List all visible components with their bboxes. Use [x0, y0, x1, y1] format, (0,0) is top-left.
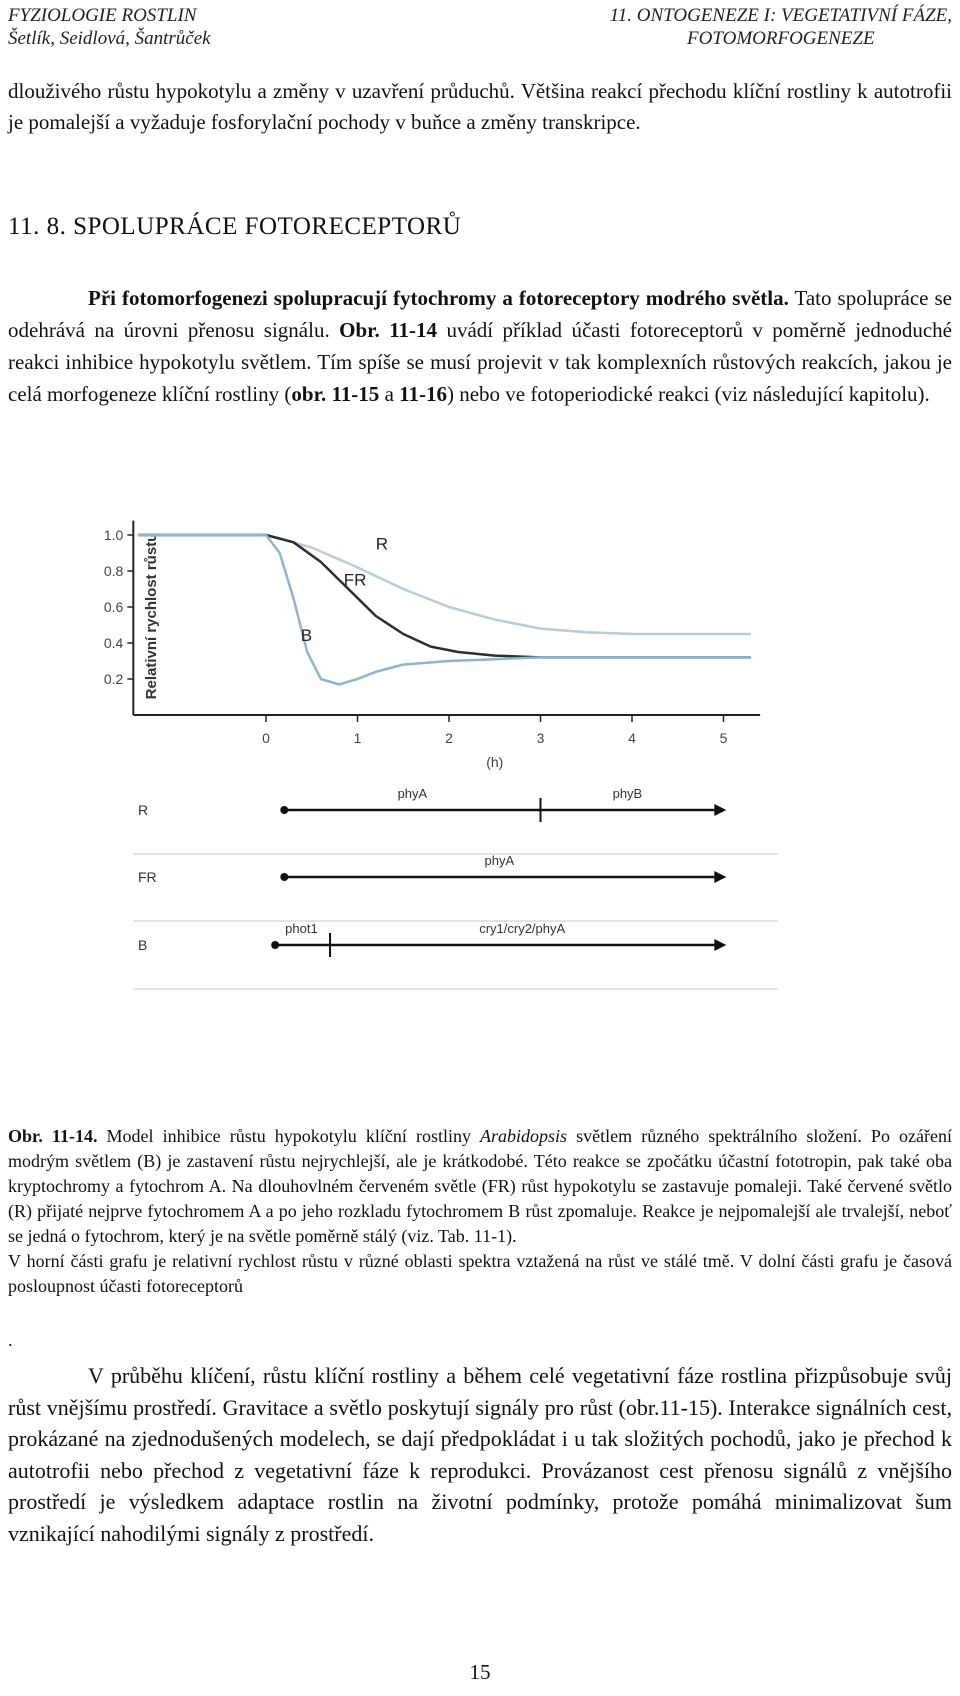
timeline-start-dot: [271, 941, 279, 949]
section-text-4: ) nebo ve fotoperiodické reakci (viz následující kapitolu).: [446, 382, 930, 406]
figure-caption: [8, 1124, 952, 1299]
fig-ref-11-14: Obr. 11-14: [339, 318, 438, 342]
closing-text: V průběhu klíčení, růstu klíční rostliny a během celé vegetativní fáze rostlina přizpůsobuje svůj růst vnějšímu prostředí. Gravitace a světlo poskytují signály pro růst (obr.11-15). Interakce signálních cest, prokázané na zjednodušených modelech, se dají předpokládat i u tak složitých pochodů, jako je přechod k autotrofii nebo přechod z vegetativní fáze k reprodukci. Provázanost cest přenosu signálů z vnějšího prostředí je výsledkem adaptace rostlin na životní podmínky, protože pomáhá minimalizovat šum vznikající nahodilými signály z prostředí.: [8, 1363, 952, 1546]
fig-ref-11-15: obr. 11-15: [291, 382, 380, 406]
fig-ref-11-16: 11-16: [399, 382, 447, 406]
y-axis-label: Relativní rychlost růstu: [143, 532, 160, 700]
x-tick-label: 3: [536, 730, 545, 746]
timeline-row-label-b: B: [138, 937, 148, 953]
y-tick-label: 0.6: [103, 599, 124, 615]
timeline-start-dot: [280, 873, 288, 881]
x-tick-label: 4: [628, 730, 636, 746]
timeline-segment-label: phyB: [612, 786, 643, 801]
y-tick-label: 0.2: [103, 671, 124, 687]
section-text-3: a: [379, 382, 400, 406]
y-tick-label: 1.0: [103, 527, 124, 543]
header-book-title: FYZIOLOGIE ROSTLIN: [8, 5, 197, 26]
x-axis-label: (h): [486, 754, 504, 770]
section-heading: 11. 8. SPOLUPRÁCE FOTORECEPTORŮ: [8, 213, 462, 240]
y-tick-label: 0.4: [103, 635, 124, 651]
page-number: 15: [469, 1660, 491, 1684]
y-tick-label: 0.8: [103, 563, 124, 579]
x-tick-label: 1: [353, 730, 362, 746]
stray-dot: .: [8, 1330, 13, 1350]
series-label-b: B: [300, 626, 313, 646]
closing-paragraph: [8, 1360, 952, 1549]
caption-species: Arabidopsis: [480, 1126, 568, 1146]
header-right: [610, 4, 952, 50]
x-tick-label: 5: [719, 730, 728, 746]
timeline-segment-label: cry1/cry2/phyA: [479, 921, 566, 936]
section-text-2: uvádí příklad účasti fotoreceptorů v poměrně jednoduché reakci inhibice hypokotylu světlem. Tím spíše se musí projevit v tak komplexních růstových reakcích, jakou je celá morfogeneze klíční rostliny (: [8, 318, 952, 406]
section-text-1: Tato spolupráce se odehrává na úrovni přenosu signálu.: [8, 286, 952, 342]
intro-paragraph: dlouživého růstu hypokotylu a změny v uzavření průduchů. Většina reakcí přechodu klíční rostliny k autotrofii je pomalejší a vyžaduje fosforylační pochody v buňce a změny transkripce.: [8, 79, 952, 134]
timeline-segment-label: phot1: [285, 921, 318, 936]
x-tick-label: 2: [445, 730, 453, 746]
timeline-row-label-r: R: [138, 802, 149, 818]
timeline-start-dot: [280, 806, 288, 814]
header-authors: Šetlík, Seidlová, Šantrůček: [8, 28, 211, 49]
caption-main: [8, 1124, 952, 1249]
header-left: [8, 4, 211, 50]
figure-11-14: [103, 520, 828, 1075]
figure-background: [138, 520, 828, 1075]
timeline-segment-label: phyA: [397, 786, 428, 801]
header-chapter: 11. ONTOGENEZE I: VEGETATIVNÍ FÁZE,: [609, 5, 952, 26]
header-chapter-sub: FOTOMORFOGENEZE: [687, 28, 875, 49]
caption-text-1: Model inhibice růstu hypokotylu klíční rostliny: [97, 1126, 481, 1146]
running-header: [8, 4, 952, 50]
timeline-row-label-fr: FR: [138, 869, 157, 885]
series-label-fr: FR: [343, 570, 367, 590]
caption-label: Obr. 11-14.: [8, 1126, 98, 1146]
section-paragraph: [8, 282, 952, 410]
caption-note: V horní části grafu je relativní rychlost růstu v různé oblasti spektra vztažená na růst ve stálé tmě. V dolní části grafu je časová posloupnost účasti fotoreceptorů: [8, 1251, 952, 1296]
series-label-r: R: [375, 534, 389, 554]
section-bold-lead: Při fotomorfogenezi spolupracují fytochromy a fotoreceptory modrého světla.: [88, 286, 789, 310]
x-tick-label: 0: [262, 730, 270, 746]
caption-text-2: světlem různého spektrálního složení. Po ozáření modrým světlem (B) je zastavení růstu nejrychlejší, ale je krátkodobé. Této reakce se zpočátku účastní fototropin, pak také oba kryptochromy a fytochrom A. Na dlouhovlném červeném světle (FR) růst hypokotylu se zastavuje pomaleji. Také červené světlo (R) přijaté nejprve fytochromem A a po jeho rozkladu fytochromem B růst zpomaluje. Reakce je nejpomalejší ale trvalejší, neboť se jedná o fytochrom, který je na světle poměrně stálý (viz. Tab. 11-1).: [8, 1126, 952, 1246]
timeline-segment-label: phyA: [484, 853, 515, 868]
